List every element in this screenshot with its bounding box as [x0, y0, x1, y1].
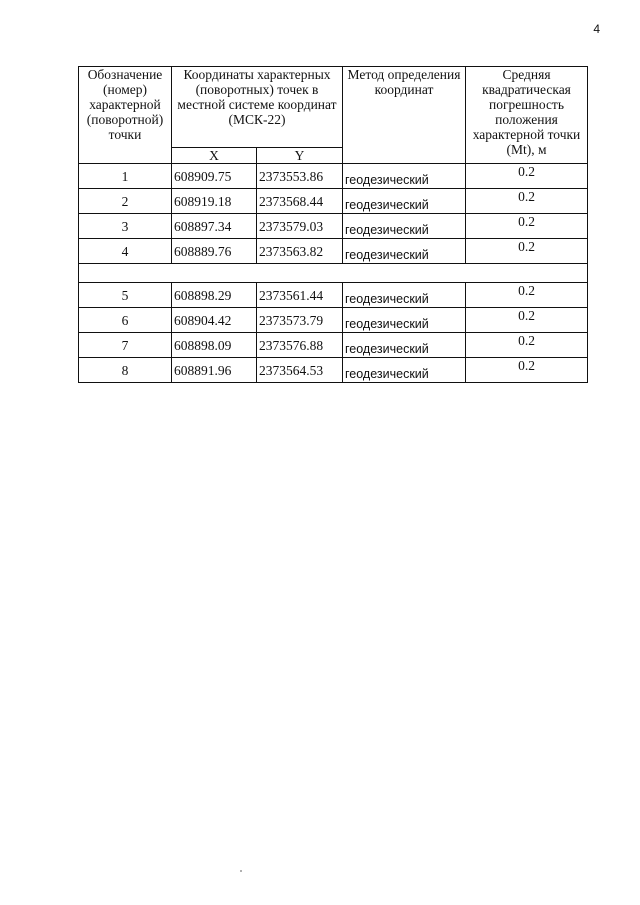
table-row — [79, 214, 588, 239]
point-number-cell: 3 — [79, 214, 172, 239]
x-coordinate-cell: 608889.76 — [172, 239, 257, 264]
table-row — [79, 283, 588, 308]
method-cell: геодезический — [343, 308, 466, 333]
point-number-cell: 2 — [79, 189, 172, 214]
point-number-cell: 5 — [79, 283, 172, 308]
header-point-designation: Обозначение (номер) характерной (поворотной) точки — [79, 67, 172, 164]
error-cell: 0.2 — [466, 189, 588, 214]
scan-dot — [240, 870, 242, 872]
y-coordinate-cell: 2373553.86 — [257, 164, 343, 189]
method-cell: геодезический — [343, 214, 466, 239]
y-coordinate-cell: 2373576.88 — [257, 333, 343, 358]
error-cell: 0.2 — [466, 239, 588, 264]
separator-row — [79, 264, 588, 283]
error-cell: 0.2 — [466, 283, 588, 308]
method-cell: геодезический — [343, 164, 466, 189]
y-coordinate-cell: 2373579.03 — [257, 214, 343, 239]
point-number-cell: 4 — [79, 239, 172, 264]
header-coordinates: Координаты характерных (поворотных) точек в местной системе координат (МСК-22) — [172, 67, 343, 148]
error-cell: 0.2 — [466, 214, 588, 239]
coordinates-table — [78, 66, 588, 383]
header-method: Метод определения координат — [343, 67, 466, 164]
x-coordinate-cell: 608919.18 — [172, 189, 257, 214]
table-row — [79, 189, 588, 214]
table-row — [79, 308, 588, 333]
error-cell: 0.2 — [466, 333, 588, 358]
table-row — [79, 164, 588, 189]
x-coordinate-cell: 608891.96 — [172, 358, 257, 383]
error-cell: 0.2 — [466, 308, 588, 333]
y-coordinate-cell: 2373568.44 — [257, 189, 343, 214]
header-x: X — [172, 148, 257, 164]
table-row — [79, 333, 588, 358]
page-number: 4 — [593, 22, 600, 36]
y-coordinate-cell: 2373564.53 — [257, 358, 343, 383]
table-row — [79, 239, 588, 264]
y-coordinate-cell: 2373561.44 — [257, 283, 343, 308]
x-coordinate-cell: 608909.75 — [172, 164, 257, 189]
method-cell: геодезический — [343, 189, 466, 214]
y-coordinate-cell: 2373573.79 — [257, 308, 343, 333]
header-error: Средняя квадратическая погрешность положения характерной точки (Mt), м — [466, 67, 588, 164]
point-number-cell: 7 — [79, 333, 172, 358]
table-header — [79, 67, 588, 164]
header-y: Y — [257, 148, 343, 164]
error-cell: 0.2 — [466, 358, 588, 383]
x-coordinate-cell: 608898.29 — [172, 283, 257, 308]
table-row — [79, 358, 588, 383]
method-cell: геодезический — [343, 333, 466, 358]
point-number-cell: 1 — [79, 164, 172, 189]
x-coordinate-cell: 608904.42 — [172, 308, 257, 333]
separator-cell — [79, 264, 588, 283]
table-body — [79, 164, 588, 383]
error-cell: 0.2 — [466, 164, 588, 189]
point-number-cell: 6 — [79, 308, 172, 333]
method-cell: геодезический — [343, 239, 466, 264]
x-coordinate-cell: 608898.09 — [172, 333, 257, 358]
x-coordinate-cell: 608897.34 — [172, 214, 257, 239]
method-cell: геодезический — [343, 283, 466, 308]
y-coordinate-cell: 2373563.82 — [257, 239, 343, 264]
point-number-cell: 8 — [79, 358, 172, 383]
method-cell: геодезический — [343, 358, 466, 383]
